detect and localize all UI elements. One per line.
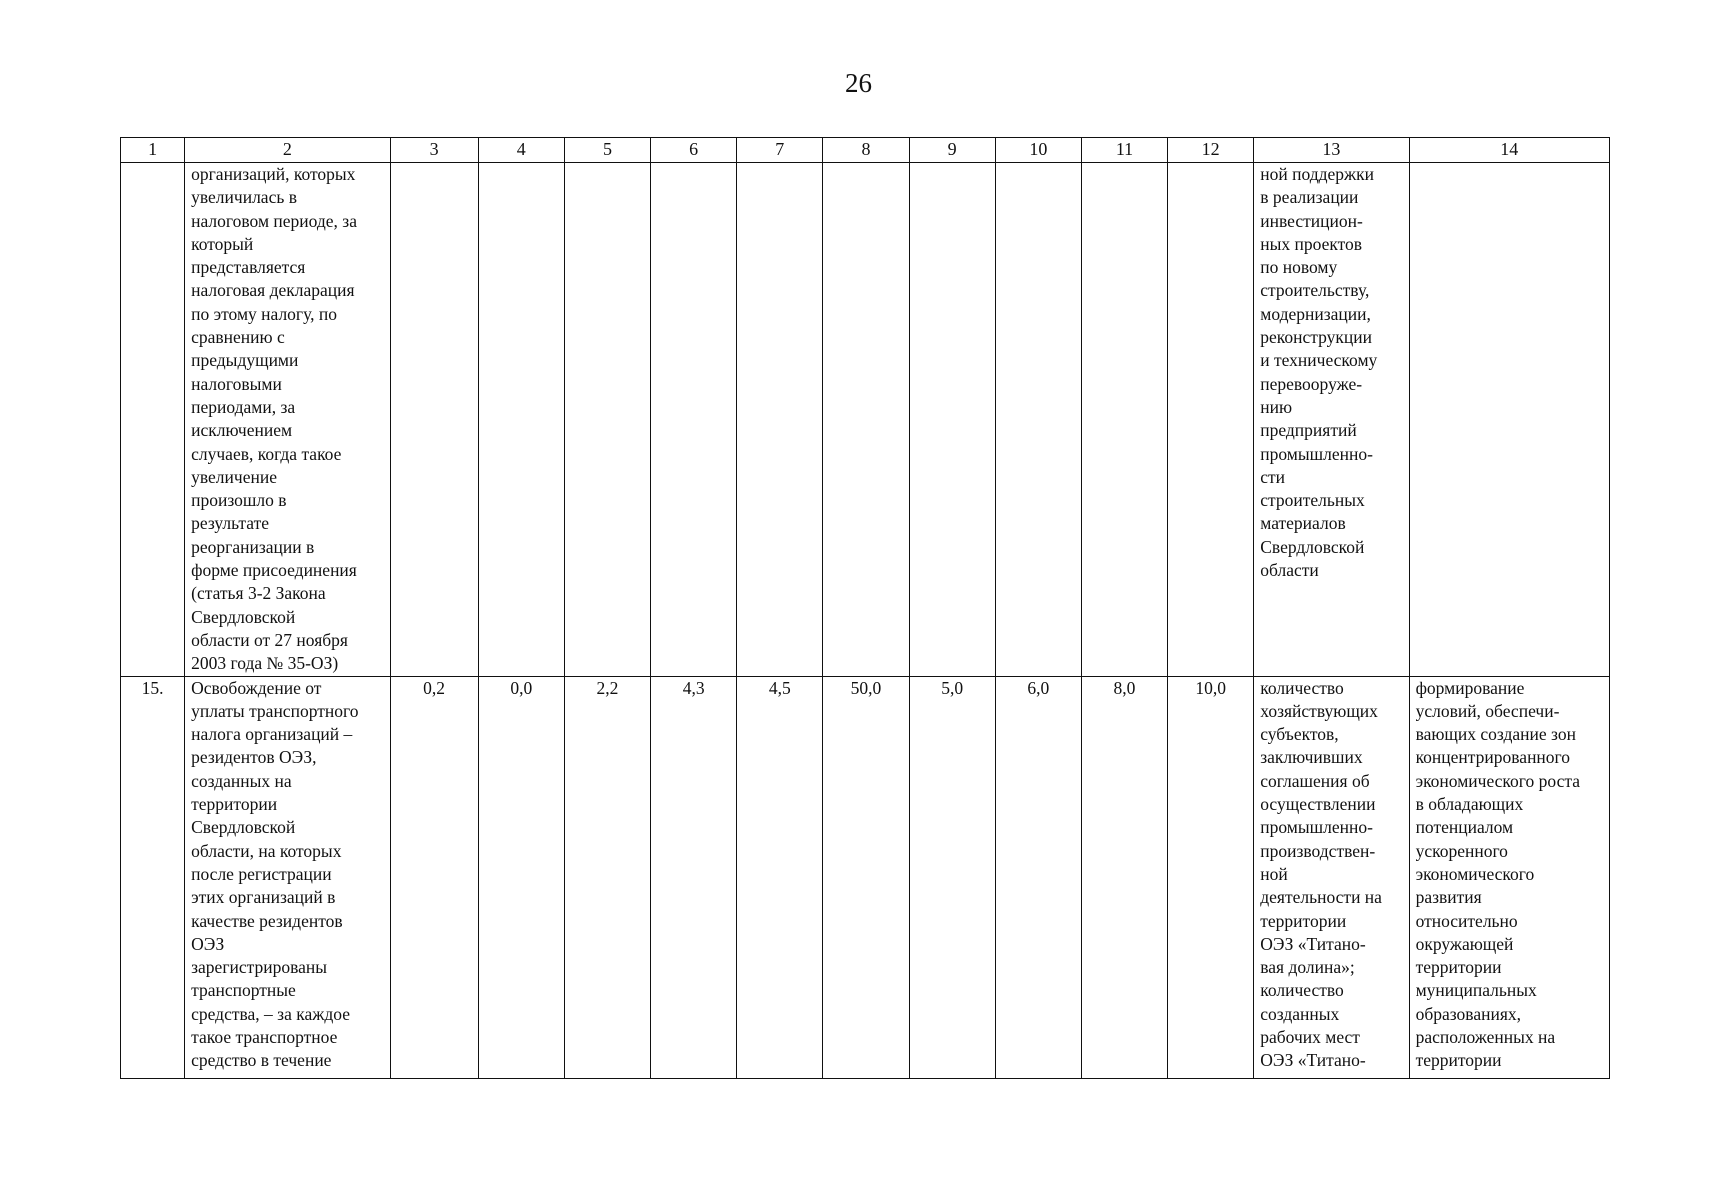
table-row xyxy=(121,163,1610,677)
header-cell: 10 xyxy=(995,138,1081,163)
value-cell xyxy=(390,163,478,677)
value-cell: 2,2 xyxy=(564,676,650,1078)
value-cell: 10,0 xyxy=(1168,676,1254,1078)
description-cell xyxy=(185,676,390,1078)
header-cell: 14 xyxy=(1409,138,1609,163)
value-cell: 50,0 xyxy=(823,676,909,1078)
goal-text: формирование условий, обеспечи- вающих создание зон концентрированного экономического роста в обладающих потенциалом ускоренного экономического развития относительно окружающей территории муниципальных образованиях, расположенных на территории xyxy=(1415,677,1580,1071)
header-cell: 8 xyxy=(823,138,909,163)
indicator-text: ной поддержки в реализации инвестицион- ных проектов по новому строительству, модернизации, реконструкции и техническому перевооруже- нию предприятий промышленно- сти строительных материалов Свердловской области xyxy=(1260,164,1378,581)
value-cell xyxy=(478,163,564,677)
value-cell: 0,0 xyxy=(478,676,564,1078)
description-cell xyxy=(185,163,390,677)
header-cell: 11 xyxy=(1081,138,1167,163)
header-cell: 4 xyxy=(478,138,564,163)
value-cell xyxy=(564,163,650,677)
value-cell xyxy=(1168,163,1254,677)
header-cell: 13 xyxy=(1254,138,1409,163)
value-cell: 8,0 xyxy=(1081,676,1167,1078)
goal-cell xyxy=(1409,676,1609,1078)
header-cell: 12 xyxy=(1168,138,1254,163)
description-text: организаций, которых увеличилась в налоговом периоде, за который представляется налоговая декларация по этому налогу, по сравнению с предыдущими налоговыми периодами, за исключением случаев, когда такое увеличение произошло в результате реорганизации в форме присоединения (статья 3-2 Закона Свердловской области от 27 ноября 2003 года № 35-ОЗ) xyxy=(191,164,357,674)
header-cell: 7 xyxy=(737,138,823,163)
goal-cell xyxy=(1409,163,1609,677)
header-cell: 1 xyxy=(121,138,185,163)
value-cell xyxy=(823,163,909,677)
row-number-cell xyxy=(121,163,185,677)
tax-benefits-table xyxy=(120,137,1610,1079)
value-cell: 4,5 xyxy=(737,676,823,1078)
value-cell xyxy=(651,163,737,677)
value-cell: 6,0 xyxy=(995,676,1081,1078)
indicator-text: количество хозяйствующих субъектов, заключивших соглашения об осуществлении промышленно- производствен- ной деятельности на территории ОЭЗ «Титано- вая долина»; количество созданных рабочих мест ОЭЗ «Титано- xyxy=(1260,677,1382,1071)
value-cell xyxy=(909,163,995,677)
header-cell: 5 xyxy=(564,138,650,163)
column-number-header-row xyxy=(121,138,1610,163)
table-row xyxy=(121,676,1610,1078)
description-text: Освобождение от уплаты транспортного налога организаций – резидентов ОЭЗ, созданных на территории Свердловской области, на которых после регистрации этих организаций в качестве резидентов ОЭЗ зарегистрированы транспортные средства, – за каждое такое транспортное средство в течение xyxy=(191,677,359,1071)
indicator-cell xyxy=(1254,676,1409,1078)
value-cell xyxy=(1081,163,1167,677)
value-cell: 5,0 xyxy=(909,676,995,1078)
indicator-cell xyxy=(1254,163,1409,677)
header-cell: 3 xyxy=(390,138,478,163)
row-number-cell: 15. xyxy=(121,676,185,1078)
value-cell: 0,2 xyxy=(390,676,478,1078)
header-cell: 9 xyxy=(909,138,995,163)
page-number: 26 xyxy=(845,68,872,98)
value-cell: 4,3 xyxy=(651,676,737,1078)
header-cell: 2 xyxy=(185,138,390,163)
value-cell xyxy=(995,163,1081,677)
value-cell xyxy=(737,163,823,677)
header-cell: 6 xyxy=(651,138,737,163)
